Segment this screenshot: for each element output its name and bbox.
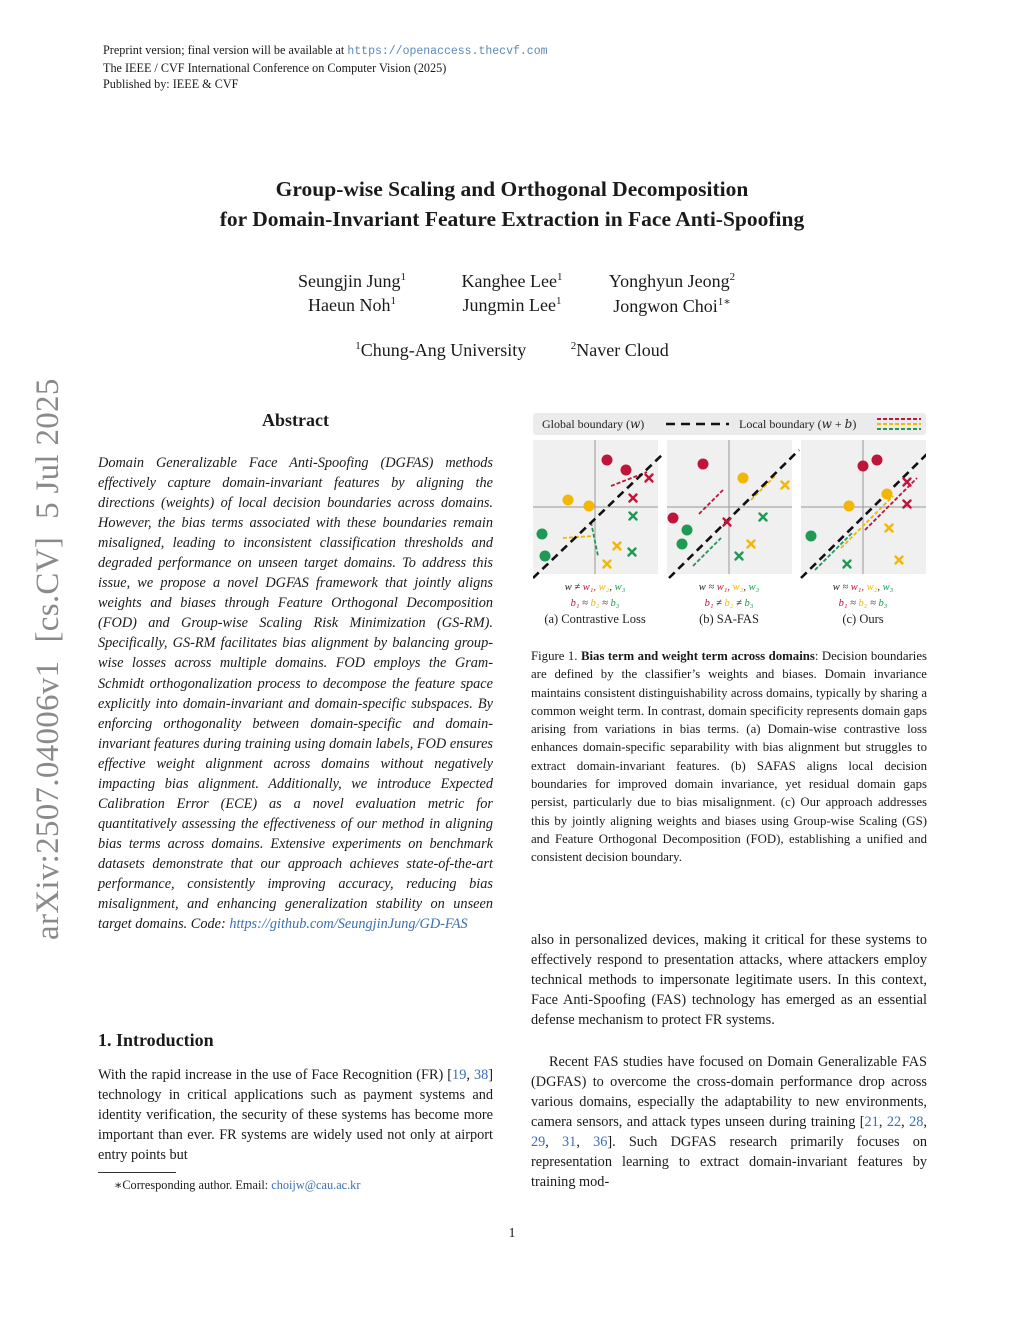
intro-paragraph-1 [98, 1065, 493, 1165]
author-text: Yonghyun Jeong [608, 271, 730, 291]
live-sample-dot [872, 455, 883, 466]
live-sample-dot [540, 551, 551, 562]
intro-paragraph-2: also in personalized devices, making it critical for these systems to effectively respond to presentation attacks, where attackers employ technical methods to impersonate legitimate users. In this context, Face Anti-Spoofing (FAS) technology has emerged as an essential defense mechanism to protect FR systems. [531, 932, 927, 1029]
live-sample-dot [806, 531, 817, 542]
author-name [272, 295, 432, 319]
caption-bold: Bias term and weight term across domains [580, 649, 815, 663]
preprint-header [103, 42, 548, 92]
figure-panels [533, 440, 926, 626]
citation-link[interactable]: 21 [864, 1114, 879, 1131]
citation-link[interactable]: 29 [531, 1134, 546, 1151]
legend-global-label: Global boundary (𝑤) [542, 417, 645, 431]
panel-3 [801, 440, 926, 626]
author-name [432, 295, 592, 319]
citation-separator: , [923, 1114, 927, 1131]
affiliations [0, 340, 1024, 361]
citation-separator: , [576, 1134, 594, 1151]
preprint-note: Preprint version; final version will be available at [103, 43, 348, 57]
author-name [432, 271, 592, 295]
legend-local-label: Local boundary (𝑤 + 𝑏) [739, 417, 857, 431]
panel-caption: (b) SA-FAS [699, 612, 759, 626]
author-list [0, 271, 1024, 319]
author-affil-sup: 1 [390, 295, 396, 307]
citation-link[interactable]: 28 [909, 1114, 924, 1131]
arxiv-stamp [30, 360, 67, 940]
affiliation-sup: 2 [570, 340, 577, 352]
citation-link[interactable]: 19 [452, 1067, 467, 1083]
bias-relation: b₁ ≈ b₂ ≈ b₃ [838, 598, 888, 609]
footnote-text: ∗Corresponding author. Email: [114, 1178, 272, 1192]
intro-text: , [466, 1067, 474, 1083]
publisher-line: Published by: IEEE & CVF [103, 77, 239, 91]
live-sample-dot [698, 459, 709, 470]
arxiv-category: [cs.CV] [30, 536, 66, 643]
author-text: Haeun Noh [308, 295, 391, 315]
live-sample-dot [584, 501, 595, 512]
title-line-1: Group-wise Scaling and Orthogonal Decomposition [275, 177, 749, 201]
caption-label: Figure 1. [531, 649, 581, 663]
live-sample-dot [537, 529, 548, 540]
intro-text: ]. Such DGFAS research primarily focuses on representation learning to extract domain-invariant features by training mod- [531, 1134, 927, 1191]
citation-link[interactable]: 22 [886, 1114, 902, 1131]
author-name [592, 295, 752, 319]
affiliation-1 [355, 340, 526, 360]
paper-title [0, 174, 1024, 234]
panel-1 [533, 440, 663, 626]
live-sample-dot [682, 525, 693, 536]
abstract-heading: Abstract [262, 410, 329, 430]
author-affil-sup: 1 [556, 271, 563, 283]
citation-link[interactable]: 36 [593, 1134, 608, 1151]
author-affil-sup: 2 [729, 271, 736, 283]
panel-2 [667, 440, 799, 626]
affiliation-name: Chung-Ang University [360, 340, 527, 360]
code-link[interactable]: https://github.com/SeungjinJung/GD-FAS [229, 916, 468, 933]
weight-relation: w ≠ w₁, w₂, w₃ [564, 582, 626, 593]
author-name [272, 271, 432, 295]
live-sample-dot [621, 465, 632, 476]
section-heading-introduction: 1. Introduction [98, 1030, 214, 1050]
arxiv-id: arXiv:2507.04006v1 [30, 660, 66, 940]
panel-caption: (c) Ours [842, 612, 884, 626]
caption-text: : Decision boundaries are defined by the classifier’s weights and biases. Domain invariance maintains consistent distinguishability across domains, typically by sharing a common weight term. In contrast, domain specificity represents domain gaps arising from variations in bias terms. (a) Domain-wise contrastive loss enhances domain-specific separability with bias alignment but struggles to extract domain-invariant features. (b) SAFAS aligns local decision boundaries for improved domain invariance, yet residual domain gaps persist, particularly due to bias misalignment. (c) Our approach addresses this by jointly aligning weights and biases using Group-wise Scaling (GS) and Feature Orthogonal Decomposition (FOD), establishing a unified and consistent decision boundary. [531, 649, 927, 865]
intro-text: Recent FAS studies have focused on Domain Generalizable FAS (DGFAS) to overcome the cross-domain performance drop across various domains, especially the adaptability to new environments, camera sensors, and attack types unseen during training [ [531, 1054, 927, 1131]
arxiv-date: 5 Jul 2025 [30, 378, 66, 519]
abstract-body [98, 453, 493, 934]
author-affil-sup: 1∗ [717, 296, 731, 308]
figure-1 [533, 413, 926, 626]
citation-link[interactable]: 31 [562, 1134, 577, 1151]
live-sample-dot [858, 461, 869, 472]
affiliation-2 [571, 340, 669, 360]
title-line-2: for Domain-Invariant Feature Extraction in Face Anti-Spoofing [219, 207, 805, 231]
panel-caption: (a) Contrastive Loss [544, 612, 646, 626]
intro-paragraph-3 [531, 1052, 927, 1192]
live-sample-dot [677, 539, 688, 550]
live-sample-dot [738, 473, 749, 484]
author-text: Kanghee Lee [461, 271, 557, 291]
author-affil-sup: 1 [400, 271, 406, 283]
email-link[interactable]: choijw@cau.ac.kr [271, 1178, 361, 1192]
live-sample-dot [844, 501, 855, 512]
author-row-2 [0, 295, 1024, 319]
affiliation-sup: 1 [355, 340, 361, 352]
live-sample-dot [668, 513, 679, 524]
bias-relation: b₁ ≠ b₂ ≠ b₃ [704, 598, 754, 609]
live-sample-dot [602, 455, 613, 466]
intro-text: ] technology in critical applications such as payment systems and identity verification, the security of these systems has become more important than ever. FR systems are widely used not only at airport entry points but [98, 1067, 493, 1164]
figure-1-caption [531, 647, 927, 867]
intro-text: With the rapid increase in the use of Face Recognition (FR) [ [98, 1067, 453, 1083]
author-text: Jongwon Choi [613, 296, 718, 316]
author-name [592, 271, 752, 295]
cvf-url-link[interactable]: https://openaccess.thecvf.com [347, 45, 548, 58]
citation-separator: , [545, 1134, 563, 1151]
footnote [114, 1178, 360, 1193]
citation-separator: , [901, 1114, 910, 1131]
bias-relation: b₁ ≈ b₂ ≈ b₃ [570, 598, 620, 609]
affiliation-name: Naver Cloud [576, 340, 669, 360]
live-sample-dot [882, 489, 893, 500]
author-text: Seungjin Jung [297, 271, 401, 291]
weight-relation: w ≈ w₁, w₂, w₃ [698, 582, 760, 593]
author-text: Jungmin Lee [462, 295, 556, 315]
live-sample-dot [563, 495, 574, 506]
abstract-text: Domain Generalizable Face Anti-Spoofing (DGFAS) methods effectively capture domain-invariant features by aligning the directions (weights) of local decision boundaries across domains. However, the bias terms associated with these boundaries remain misaligned, leading to inconsistent classification thresholds and degraded performance on unseen target domains. To address this issue, we propose a novel DGFAS framework that jointly aligns weights and biases through Feature Orthogonal Decomposition (FOD) and Group-wise Scaling Risk Minimization (GS-RM). Specifically, GS-RM facilitates bias alignment by balancing group-wise losses across multiple domains. FOD employs the Gram-Schmidt orthogonalization process to decompose the feature space explicitly into domain-invariant and domain-specific subspaces. By enforcing orthogonality between domain-specific and domain-invariant features during training using domain labels, FOD ensures effective weight alignment across domains without negatively impacting bias alignment. Additionally, we introduce Expected Calibration Error (ECE) as a novel evaluation metric for quantitatively assessing the effectiveness of our method in aligning bias terms across domains. Extensive experiments on benchmark datasets demonstrate that our approach achieves state-of-the-art performance, consistently improving accuracy, reducing bias misalignment, and enhancing generalization stability on unseen target domains. Code: [98, 455, 493, 933]
citation-separator: , [878, 1114, 887, 1131]
footnote-rule [98, 1172, 176, 1173]
author-affil-sup: 1 [555, 295, 562, 307]
conference-line: The IEEE / CVF International Conference on Computer Vision (2025) [103, 61, 447, 75]
author-row-1 [0, 271, 1024, 295]
page-number: 1 [508, 1226, 516, 1241]
weight-relation: w ≈ w₁, w₂, w₃ [832, 582, 894, 593]
citation-link[interactable]: 38 [473, 1067, 489, 1083]
